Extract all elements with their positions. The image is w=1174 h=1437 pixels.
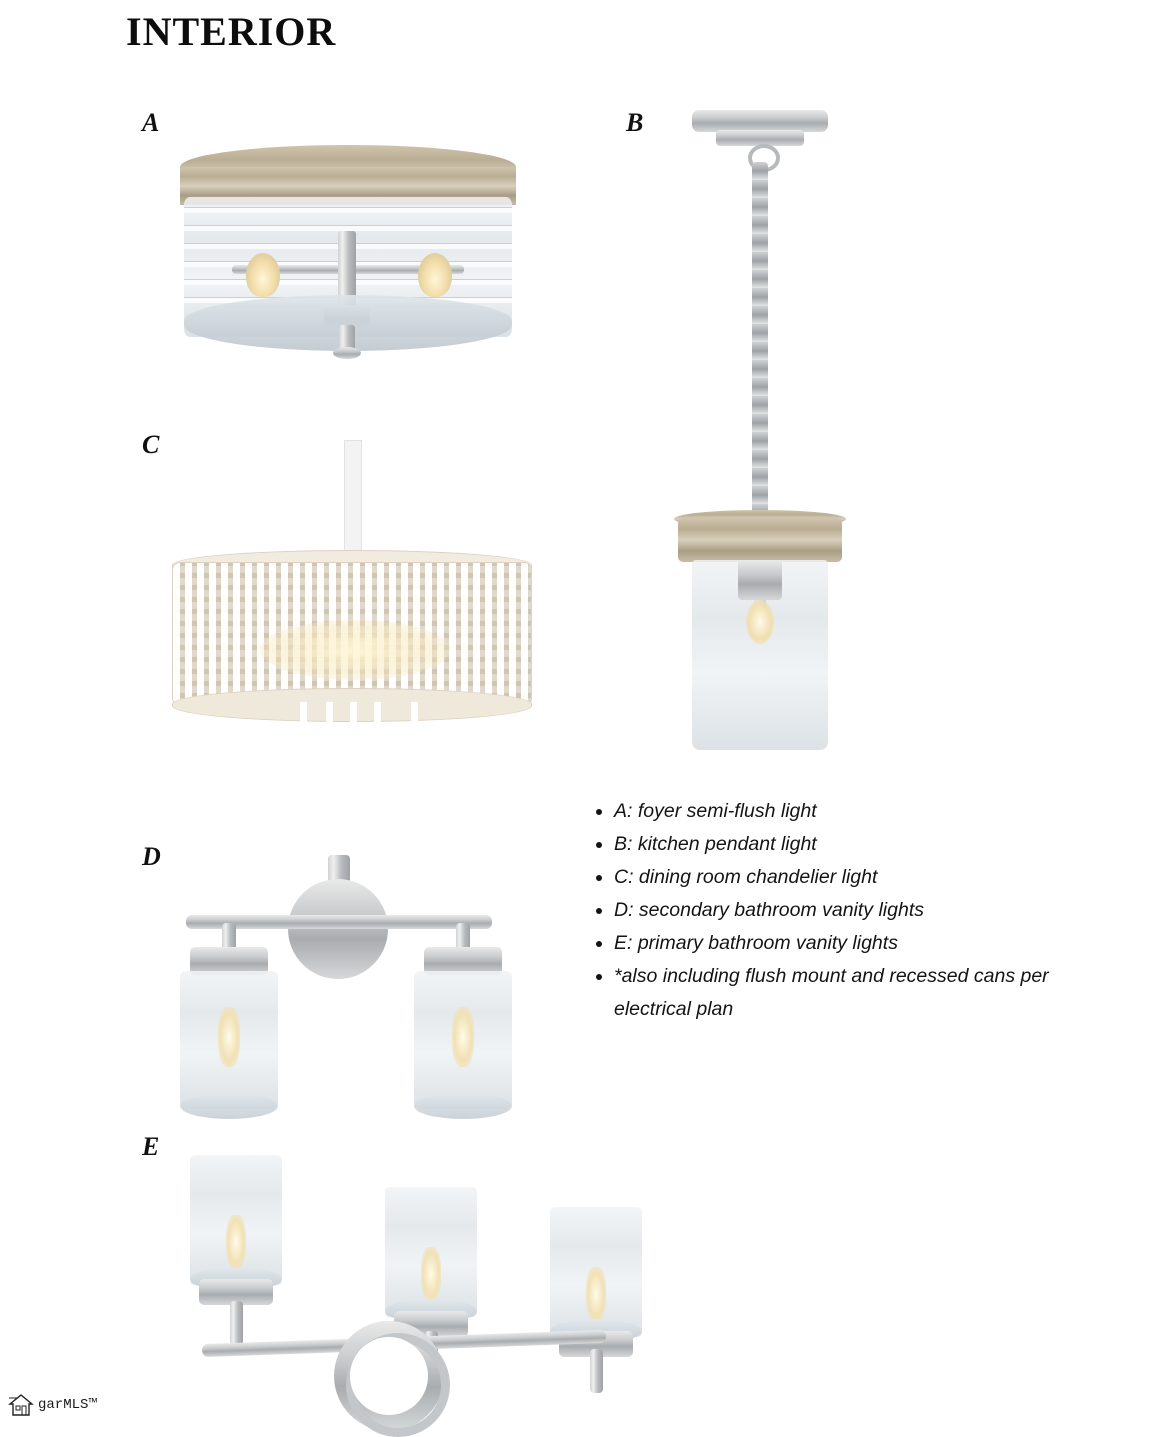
legend-item: • A: foyer semi-flush light [614,795,1058,828]
figure-label-b: B [626,108,644,137]
legend-item: • B: kitchen pendant light [614,828,1058,861]
ceiling-canopy [692,110,828,132]
figure-label-e: E [142,1132,160,1161]
bulb-glow [218,1007,240,1067]
socket-drop [590,1349,603,1393]
backplate-inner [350,1337,428,1415]
glass-shade-bottom [180,1093,278,1119]
bulb-glow [746,600,774,644]
figure-kitchen-pendant-light [660,110,860,760]
figure-label-c: C [142,430,160,459]
bulb-glow [452,1007,474,1067]
candle-arm [326,702,333,756]
bulb-glow [246,253,280,297]
finial-cap [333,347,361,359]
bulb-socket [738,560,782,600]
glass-rib [184,207,512,213]
figure-dining-room-chandelier-light [150,440,570,800]
socket-drop [230,1301,243,1345]
legend-list [588,795,1058,1026]
hanging-chain [752,162,768,522]
legend-item: • D: secondary bathroom vanity lights [614,894,1058,927]
legend-item: • E: primary bathroom vanity lights [614,927,1058,960]
bulb-glow [226,1215,246,1269]
figure-foyer-semi-flush-light [172,145,524,385]
figure-label-a: A [142,108,160,137]
bulb-glow [260,620,450,680]
figure-primary-bathroom-vanity-lights [150,1145,670,1415]
candle-arm [350,702,357,756]
wall-backplate [288,879,388,979]
figure-secondary-bathroom-vanity-lights [150,855,550,1135]
bulb-glow [418,253,452,297]
bulb-glow [421,1247,441,1301]
house-logo-icon [8,1392,34,1418]
candle-arm [374,702,381,756]
footer-logo-text: garMLS™ [38,1397,97,1413]
legend-item: • C: dining room chandelier light [614,861,1058,894]
bulb-glow [586,1267,606,1321]
legend-item-note: • *also including flush mount and recessed cans per electrical plan [614,960,1058,1026]
page-title: INTERIOR [126,9,337,54]
glass-shade-bottom [414,1093,512,1119]
footer-watermark [8,1392,97,1418]
wood-collar [678,518,842,562]
cage-finial [340,766,366,782]
figure-label-d: D [142,842,161,871]
